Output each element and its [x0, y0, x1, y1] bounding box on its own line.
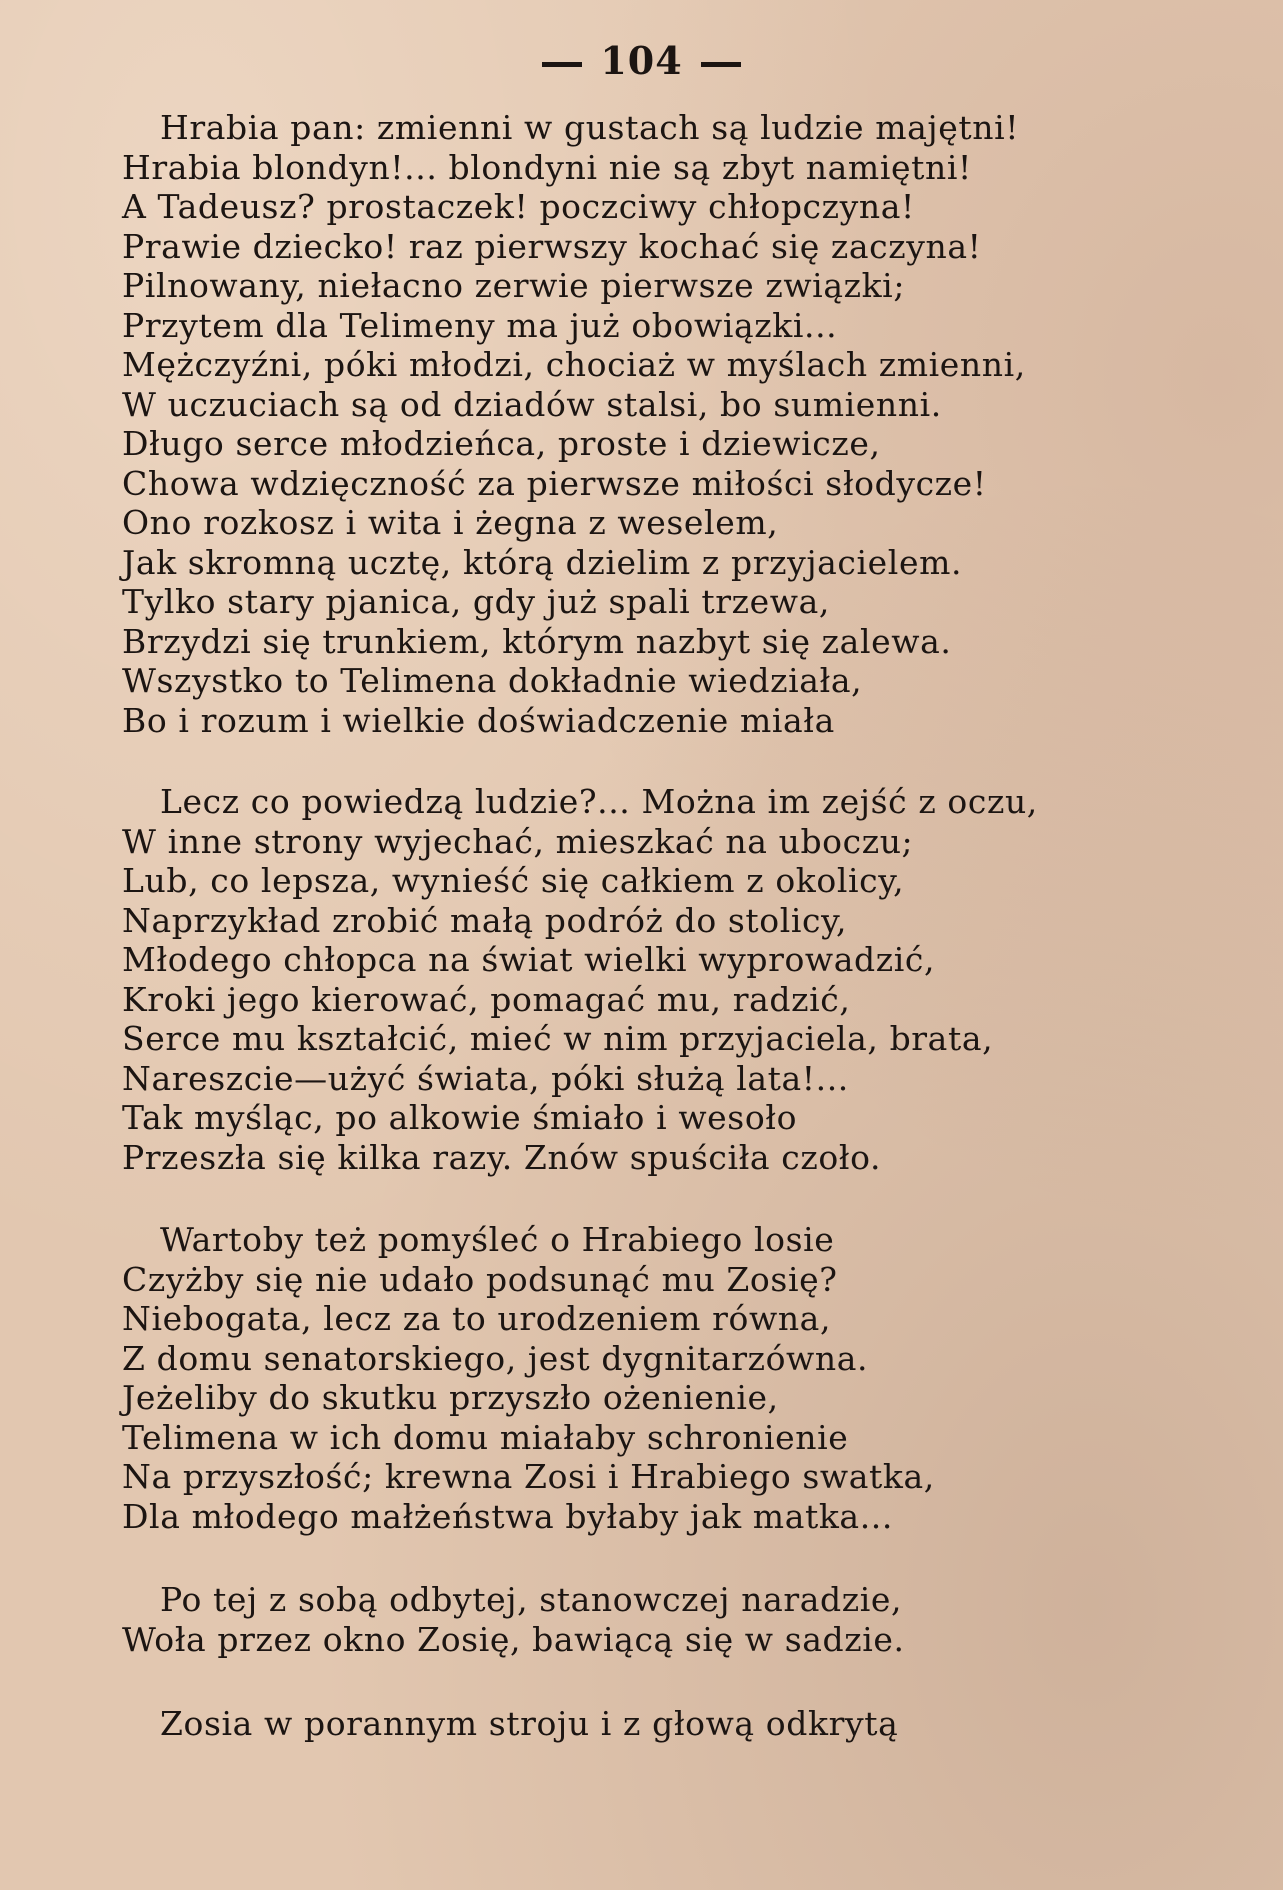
verse-line: Niebogata, lecz za to urodzeniem równa,: [122, 1299, 832, 1338]
page-number-header: [0, 38, 1283, 83]
verse-line: Tak myśląc, po alkowie śmiało i wesoło: [122, 1098, 798, 1137]
page-number: 104: [600, 38, 683, 83]
right-dash: [701, 62, 741, 67]
verse-line: Lecz co powiedzą ludzie?... Można im zejść z oczu,: [160, 782, 1038, 821]
verse-line: Młodego chłopca na świat wielki wyprowadzić,: [122, 940, 936, 979]
verse-line: Bo i rozum i wielkie doświadczenie miała: [122, 700, 835, 740]
verse-line: Ono rozkosz i wita i żegna z weselem,: [122, 503, 779, 542]
verse-line: Po tej z sobą odbytej, stanowczej naradzie,: [160, 1580, 903, 1619]
verse-line: Czyżby się nie udało podsunąć mu Zosię?: [122, 1259, 838, 1299]
verse-line: Wartoby też pomyśleć o Hrabiego losie: [160, 1220, 835, 1259]
verse-line: Prawie dziecko! raz pierwszy kochać się zaczyna!: [122, 226, 982, 266]
verse-line: Serce mu kształcić, mieć w nim przyjaciela, brata,: [122, 1019, 994, 1058]
verse-line: Pilnowany, niełacno zerwie pierwsze związki;: [122, 266, 906, 305]
verse-line: Na przyszłość; krewna Zosi i Hrabiego swatka,: [122, 1457, 935, 1496]
stanza-1: [122, 108, 1242, 740]
verse-line: Naprzykład zrobić małą podróż do stolicy,: [122, 900, 848, 940]
verse-line: Zosia w porannym stroju i z głową odkrytą: [160, 1704, 899, 1743]
stanza-2: [122, 782, 1242, 1177]
verse-line: Jak skromną ucztę, którą dzielim z przyjacielem.: [122, 542, 963, 582]
verse-line: Długo serce młodzieńca, proste i dziewicze,: [122, 424, 881, 463]
stanza-4: [122, 1580, 1242, 1659]
verse-line: Hrabia pan: zmienni w gustach są ludzie majętni!: [160, 108, 1020, 147]
verse-line: W inne strony wyjechać, mieszkać na uboczu;: [122, 821, 914, 861]
verse-line: Brzydzi się trunkiem, którym nazbyt się zalewa.: [122, 621, 952, 661]
verse-line: Kroki jego kierować, pomagać mu, radzić,: [122, 979, 851, 1019]
verse-line: Jeżeliby do skutku przyszło ożenienie,: [122, 1378, 779, 1417]
verse-line: W uczuciach są od dziadów stalsi, bo sumienni.: [122, 384, 942, 424]
verse-line: Hrabia blondyn!... blondyni nie są zbyt namiętni!: [122, 147, 972, 187]
stanza-5: [122, 1704, 1242, 1744]
verse-line: A Tadeusz? prostaczek! poczciwy chłopczyna!: [122, 187, 915, 226]
verse-line: Woła przez okno Zosię, bawiącą się w sadzie.: [122, 1619, 905, 1659]
verse-line: Lub, co lepsza, wynieść się całkiem z okolicy,: [122, 861, 905, 900]
verse-line: Przytem dla Telimeny ma już obowiązki...: [122, 305, 838, 345]
verse-line: Mężczyźni, póki młodzi, chociaż w myślach zmienni,: [122, 345, 1026, 384]
left-dash: [542, 62, 582, 67]
verse-line: Wszystko to Telimena dokładnie wiedziała,: [122, 661, 863, 700]
verse-line: Z domu senatorskiego, jest dygnitarzówna.: [122, 1338, 869, 1378]
verse-line: Chowa wdzięczność za pierwsze miłości słodycze!: [122, 463, 987, 503]
verse-line: Nareszcie—użyć świata, póki służą lata!...: [122, 1058, 849, 1098]
verse-line: Dla młodego małżeństwa byłaby jak matka...: [122, 1496, 893, 1536]
verse-line: Telimena w ich domu miałaby schronienie: [122, 1417, 849, 1457]
verse-line: Przeszła się kilka razy. Znów spuściła czoło.: [122, 1137, 882, 1177]
verse-line: Tylko stary pjanica, gdy już spali trzewa,: [122, 582, 830, 621]
stanza-3: [122, 1220, 1242, 1536]
